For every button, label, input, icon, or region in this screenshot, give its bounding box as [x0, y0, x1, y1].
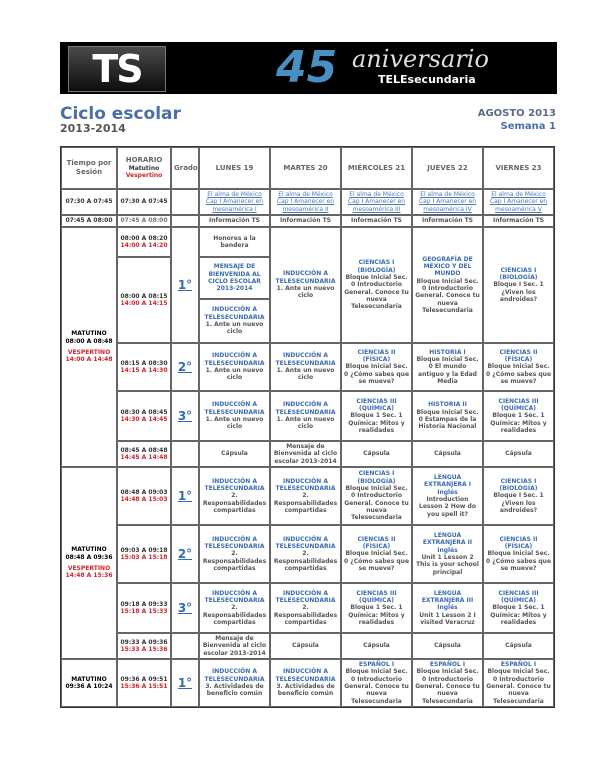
col-day: MIÉRCOLES 21: [341, 147, 412, 189]
table-row: 08:45 A 08:48 14:45 A 14:48 Cápsula Mensaje de Bienvenida al ciclo escolar 2013-2014 Cápsula Cápsula Cápsula: [61, 441, 554, 467]
col-day: JUEVES 22: [412, 147, 483, 189]
table-row: MATUTINO 08:48 A 09:36 VESPERTINO 14:48 A 15:36 08:48 A 09:03 14:48 A 15:03 1° INDUCCIÓN A TELESECUNDARIA 2. Responsabilidades compartidas INDUCCIÓN A TELESECUNDARIA 2. Responsabilidades compartidas CIENCIAS I (BIOLOGÍA) Bloque Inicial Sec. 0 Introductorio General. Conoce tu nueva Telesecundaria LENGUA EXTRANJERA I Inglés Introduction Lesson 2 How do you spell it? CIENCIAS I (BIOLOGÍA) Bloque I Sec. 1 ¿Viven los androides?: [61, 467, 554, 525]
table-row: 09:03 A 09:18 15:03 A 15:18 2° INDUCCIÓN A TELESECUNDARIA 2. Responsabilidades compartidas INDUCCIÓN A TELESECUNDARIA 2. Responsabilidades compartidas CIENCIAS II (FÍSICA) Bloque Inicial Sec. 0 ¿Cómo sabes que se mueve? LENGUA EXTRANJERA II Inglés Unit 1 Lesson 2 This is your school principal CIENCIAS II (FÍSICA) Bloque Inicial Sec. 0 ¿Cómo sabes que se mueve?: [61, 525, 554, 583]
header-banner: [60, 42, 557, 94]
table-header-row: [61, 147, 554, 189]
table-row: MATUTINO 09:36 A 10:24 09:36 A 09:51 15:36 A 15:51 1° INDUCCIÓN A TELESECUNDARIA 3. Actividades de beneficio común INDUCCIÓN A TELESECUNDARIA 3. Actividades de beneficio común ESPAÑOL I Bloque Inicial Sec. 0 Introductorio General. Conoce tu nueva Telesecundaria ESPAÑOL I Bloque Inicial Sec. 0 Introductorio General. Conoce tu nueva Telesecundaria ESPAÑOL I Bloque Inicial Sec. 0 Introductorio General. Conoce tu nueva Telesecundaria: [61, 659, 554, 707]
month-label: AGOSTO 2013: [477, 108, 556, 119]
table-row: 08:00 A 08:15 14:00 A 14:15 MENSAJE DE BIENVENIDA AL CICLO ESCOLAR 2013-2014: [61, 257, 554, 299]
col-grado: Grado: [171, 147, 199, 189]
ts-logo: TS: [68, 46, 166, 92]
anniversary-number: 45: [276, 42, 338, 93]
grade-label[interactable]: 1°: [177, 277, 193, 292]
table-row: 08:15 A 08:30 14:15 A 14:30 2° INDUCCIÓN A TELESECUNDARIA 1. Ante un nuevo ciclo INDUCCIÓN A TELESECUNDARIA 1. Ante un nuevo ciclo CIENCIAS II (FÍSICA) Bloque Inicial Sec. 0 ¿Cómo sabes que se mueve? HISTORIA I Bloque Inicial Sec. 0 El mundo antiguo y la Edad Media CIENCIAS II (FÍSICA) Bloque Inicial Sec. 0 ¿Cómo sabes que se mueve?: [61, 343, 554, 391]
grade-label[interactable]: 3°: [177, 408, 193, 423]
grade-label[interactable]: 1°: [177, 675, 193, 690]
session-time: MATUTINO 08:48 A 09:36 VESPERTINO 14:48 A 15:36: [61, 467, 117, 659]
week-label: Semana 1: [500, 121, 556, 132]
grade-label[interactable]: 3°: [177, 600, 193, 615]
table-row: 07:45 A 08:00 07:45 A 08:00 Información TS Información TS Información TS Información TS Información TS: [61, 215, 554, 227]
schedule-table: [60, 146, 555, 708]
anniversary-word: aniversario: [352, 45, 489, 73]
table-row: 09:18 A 09:33 15:18 A 15:33 3° INDUCCIÓN A TELESECUNDARIA 2. Responsabilidades compartidas INDUCCIÓN A TELESECUNDARIA 2. Responsabilidades compartidas CIENCIAS III (QUÍMICA) Bloque 1 Sec. 1 Química: Mitos y realidades LENGUA EXTRANJERA III Inglés Unit 1 Lesson 2 I visited Veracruz CIENCIAS III (QUÍMICA) Bloque 1 Sec. 1 Química: Mitos y realidades: [61, 583, 554, 633]
col-day: VIERNES 23: [483, 147, 554, 189]
table-row: 07:30 A 07:45 07:30 A 07:45 El alma de México Cap I Amanecer en mesoamérica I El alma de México Cap I Amanecer en mesoamérica II El alma de México Cap I Amanecer en mesoamérica III El alma de México Cap I Amanecer en mesoamérica IV El alma de México Cap I Amanecer en mesoamérica V: [61, 189, 554, 215]
session-time: MATUTINO 09:36 A 10:24: [61, 659, 117, 707]
grade-label[interactable]: 1°: [177, 488, 193, 503]
col-horario: HORARIO Matutino Vespertino: [117, 147, 171, 189]
table-row: MATUTINO 08:00 A 08:48 VESPERTINO 14:00 A 14:48 08:00 A 08:20 14:00 A 14:20 1° Honores a la bandera INDUCCIÓN A TELESECUNDARIA 1. Ante un nuevo ciclo CIENCIAS I (BIOLOGÍA) Bloque Inicial Sec. 0 Introductorio General. Conoce tu nueva Telesecundaria GEOGRAFÍA DE MÉXICO Y DEL MUNDO Bloque Inicial Sec. 0 Introductorio General. Conoce tu nueva Telesecundaria CIENCIAS I (BIOLOGÍA) Bloque I Sec. 1 ¿Viven los androides?: [61, 227, 554, 257]
grade-label[interactable]: 2°: [177, 546, 193, 561]
page-subtitle: 2013-2014: [60, 122, 126, 135]
session-time: MATUTINO 08:00 A 08:48 VESPERTINO 14:00 A 14:48: [61, 227, 117, 467]
col-day: MARTES 20: [270, 147, 341, 189]
anniversary-subtitle: TELEsecundaria: [378, 73, 476, 86]
table-row: 09:33 A 09:36 15:33 A 15:36 Mensaje de Bienvenida al ciclo escolar 2013-2014 Cápsula Cápsula Cápsula Cápsula: [61, 633, 554, 659]
table-row: 08:30 A 08:45 14:30 A 14:45 3° INDUCCIÓN A TELESECUNDARIA 1. Ante un nuevo ciclo INDUCCIÓN A TELESECUNDARIA 1. Ante un nuevo ciclo CIENCIAS III (QUÍMICA) Bloque 1 Sec. 1 Química: Mitos y realidades HISTORIA II Bloque Inicial Sec. 0 Estampas de la Historia Nacional CIENCIAS III (QUÍMICA) Bloque 1 Sec. 1 Química: Mitos y realidades: [61, 391, 554, 441]
table-row: INDUCCIÓN A TELESECUNDARIA 1. Ante un nuevo ciclo: [61, 299, 554, 343]
page-title: Ciclo escolar: [60, 104, 181, 124]
col-tiempo: Tiempo por Sesión: [61, 147, 117, 189]
grade-label[interactable]: 2°: [177, 359, 193, 374]
col-day: LUNES 19: [199, 147, 270, 189]
